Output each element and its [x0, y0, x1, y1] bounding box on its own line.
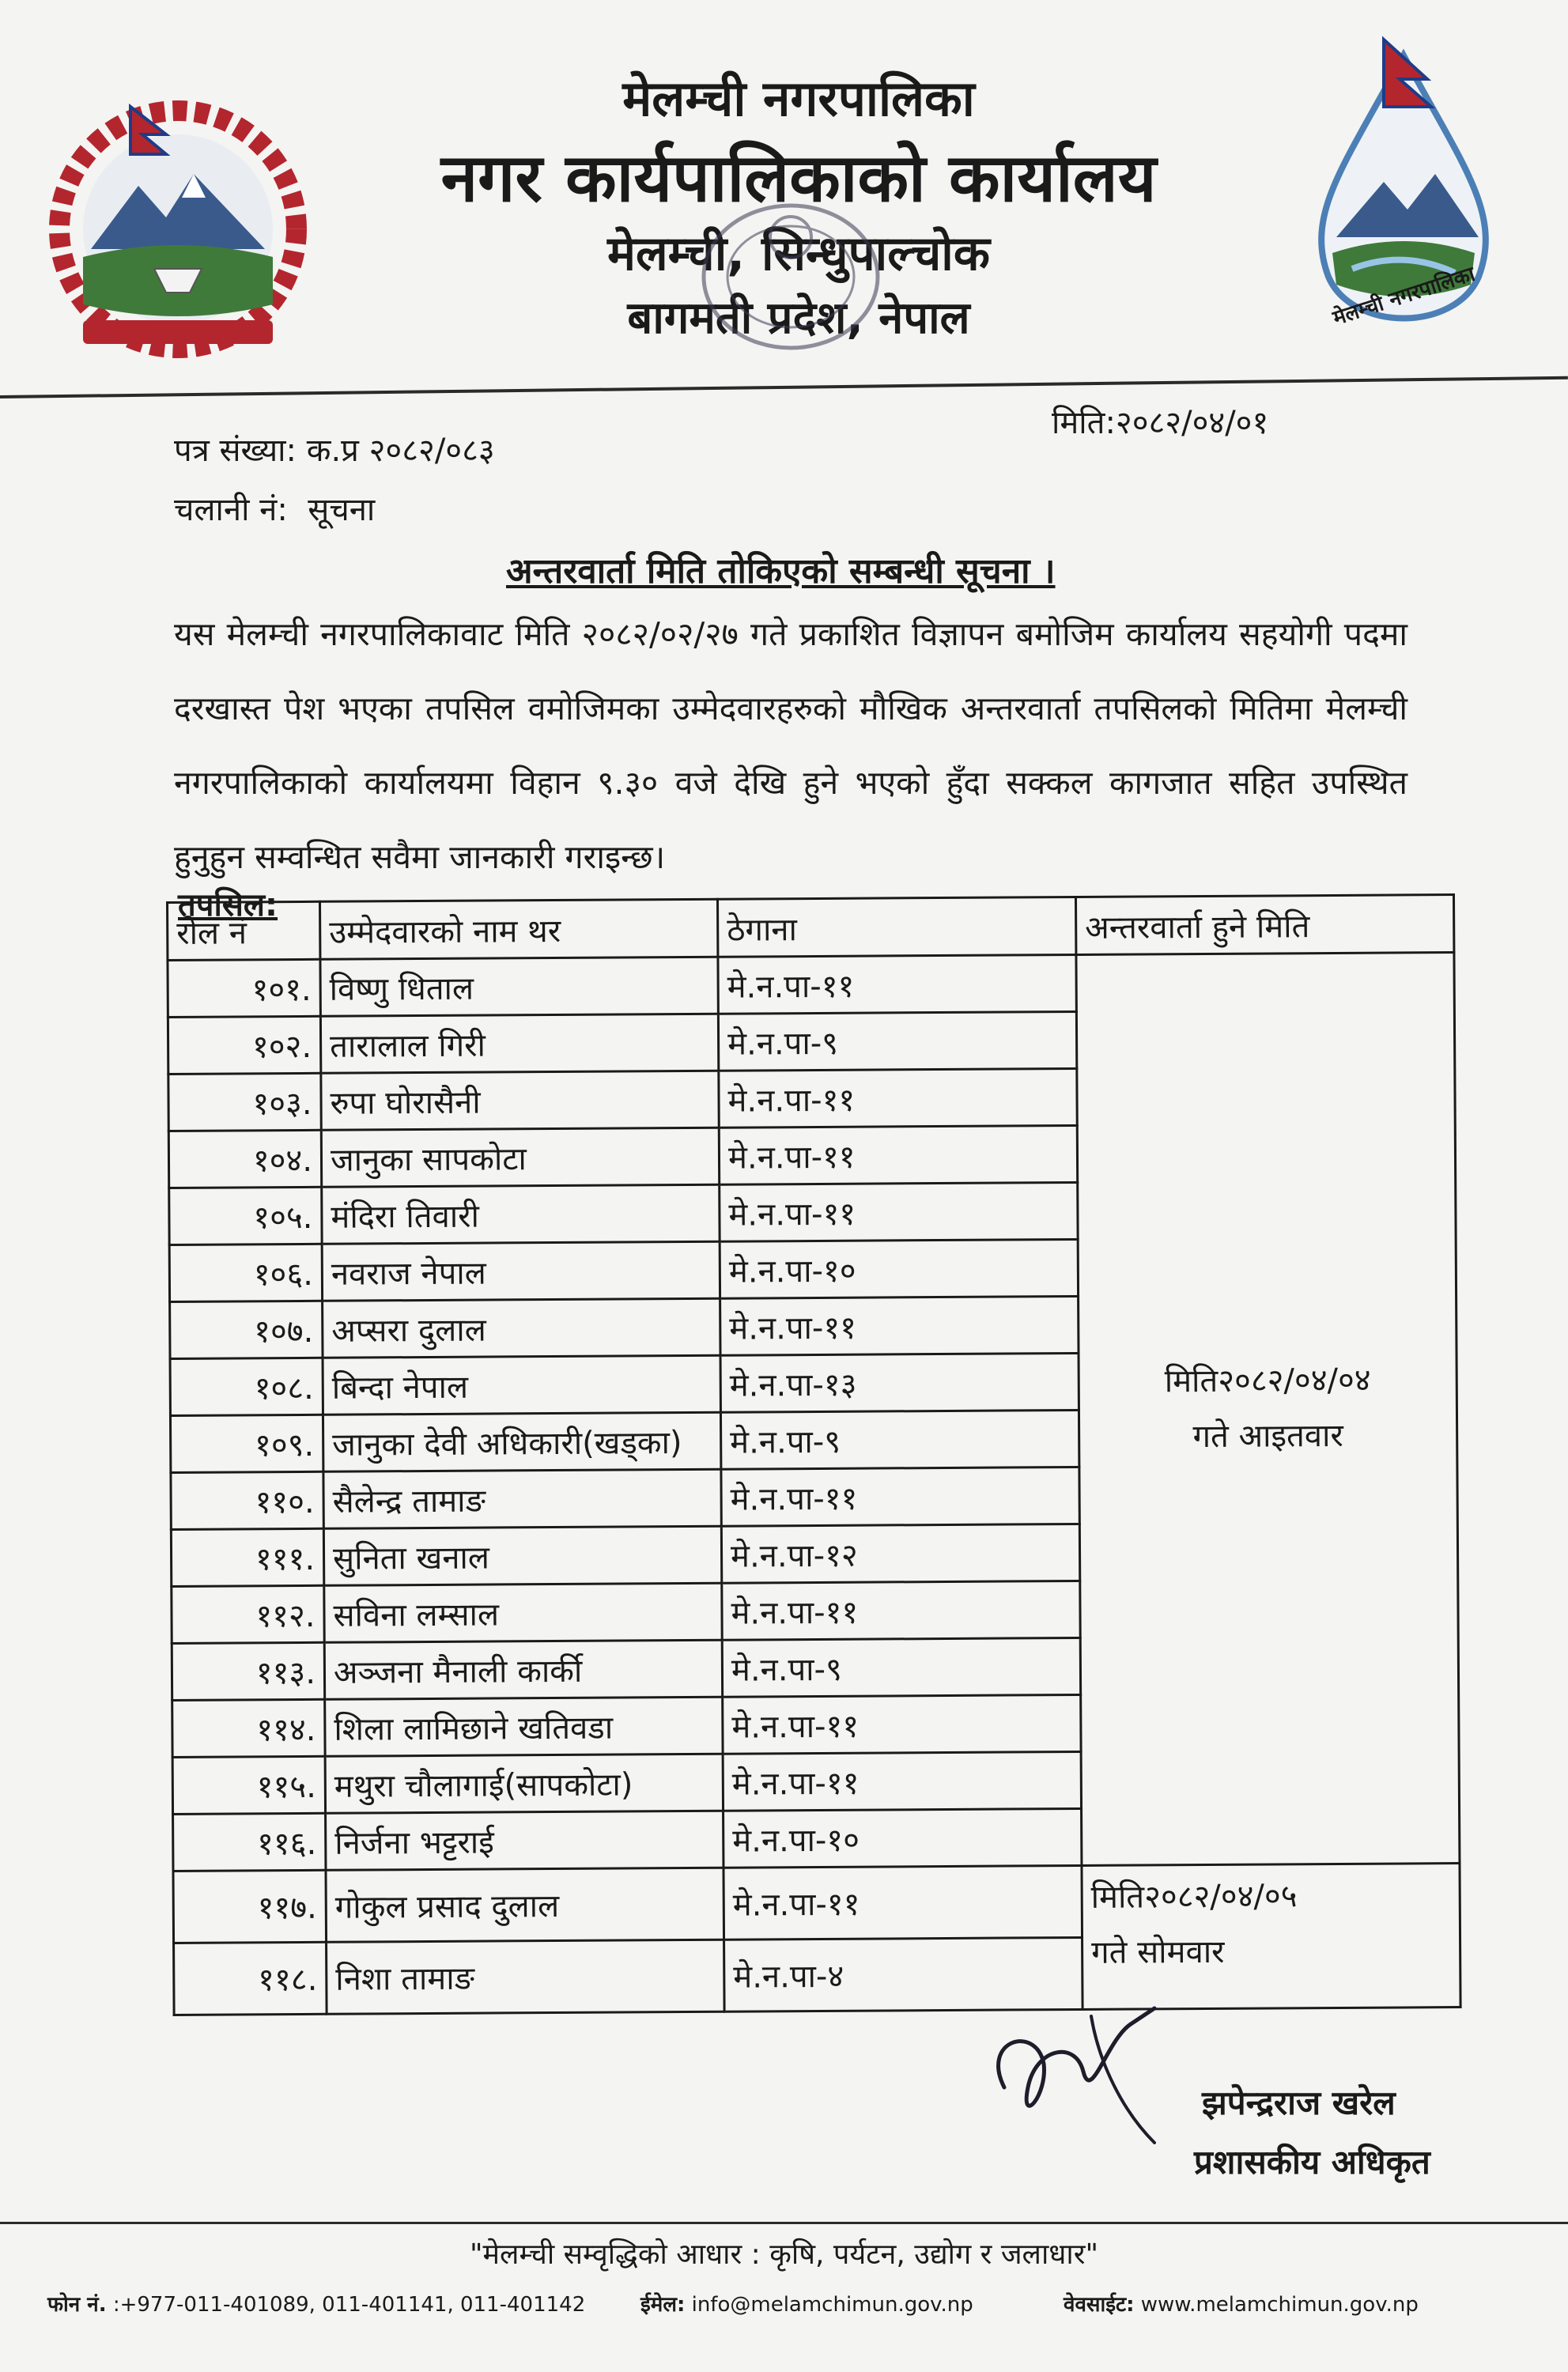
email-label: ईमेल:	[640, 2293, 686, 2317]
address-cell: मे.न.पा-११	[719, 1068, 1077, 1127]
roll-number-cell: ११४.	[172, 1699, 325, 1757]
roll-number-cell: १०५.	[169, 1187, 322, 1245]
roll-number-cell: ११५.	[172, 1756, 325, 1814]
roll-number-cell: १०३.	[168, 1073, 321, 1131]
footer-email	[640, 2289, 973, 2317]
candidate-name-cell: अञ्जना मैनाली कार्की	[324, 1640, 722, 1699]
reference-number	[174, 427, 495, 470]
roll-number-cell: १०४.	[168, 1130, 321, 1188]
signatory-title: प्रशासकीय अधिकृत	[1194, 2143, 1430, 2181]
dispatch-label: चलानी नं:	[174, 492, 288, 528]
header-roll: रोल नं	[168, 901, 320, 960]
phone-value: :+977-011-401089, 011-401141, 011-401142	[112, 2293, 586, 2317]
candidate-name-cell: तारालाल गिरी	[320, 1014, 718, 1073]
office-name: नगर कार्यपालिकाको कार्यालय	[440, 139, 1157, 217]
footer-phone	[47, 2289, 585, 2317]
roll-number-cell: ११३.	[172, 1642, 324, 1700]
header-divider	[0, 376, 1568, 398]
address-cell: मे.न.पा-१०	[724, 1808, 1082, 1868]
office-seal-stamp	[688, 190, 894, 364]
date-label: मिति:	[1052, 405, 1116, 441]
candidate-name-cell: जानुका सापकोटा	[321, 1127, 719, 1187]
candidate-name-cell: मथुरा चौलागाई(सापकोटा)	[325, 1754, 723, 1813]
roll-number-cell: १०७.	[170, 1301, 323, 1358]
nepal-emblem-icon	[36, 99, 320, 360]
candidate-name-cell: अप्सरा दुलाल	[323, 1298, 720, 1358]
address-cell: मे.न.पा-१३	[720, 1353, 1079, 1412]
candidate-name-cell: सैलेन्द्र तामाङ	[323, 1469, 721, 1528]
address-cell: मे.न.पा-११	[723, 1751, 1081, 1811]
candidate-name-cell: निशा तामाङ	[327, 1940, 725, 2014]
municipality-name: मेलम्ची नगरपालिका	[622, 70, 975, 127]
candidate-name-cell: जानुका देवी अधिकारी(खड्का)	[323, 1412, 720, 1471]
address-cell: मे.न.पा-१०	[720, 1239, 1078, 1298]
address-cell: मे.न.पा-११	[720, 1296, 1079, 1355]
interview-date-cell	[1076, 953, 1460, 1865]
address-cell: मे.न.पा-४	[724, 1937, 1083, 2011]
candidate-name-cell: शिला लामिछाने खतिवडा	[325, 1697, 723, 1756]
address-cell: मे.न.पा-१२	[721, 1524, 1079, 1583]
office-location: मेलम्ची, सिन्धुपाल्चोक	[607, 226, 990, 281]
footer-website	[1064, 2289, 1419, 2317]
address-cell: मे.न.पा-११	[721, 1467, 1079, 1526]
dispatch-number	[174, 486, 375, 530]
address-cell: मे.न.पा-९	[720, 1410, 1079, 1469]
roll-number-cell: ११०.	[171, 1471, 323, 1529]
header-address: ठेगाना	[717, 897, 1075, 957]
table-caption: तपसिल:	[178, 887, 278, 923]
address-cell: मे.न.पा-११	[722, 1581, 1080, 1640]
interview-day: गते सोमवार	[1091, 1933, 1225, 1971]
header-interview-date: अन्तरवार्ता हुने मिति	[1075, 895, 1453, 955]
website-value[interactable]: www.melamchimun.gov.np	[1140, 2293, 1419, 2317]
table-row	[173, 1863, 1460, 1943]
candidate-name-cell: नवराज नेपाल	[322, 1241, 720, 1301]
address-cell: मे.न.पा-११	[724, 1865, 1082, 1940]
email-value[interactable]: info@melamchimun.gov.np	[691, 2293, 973, 2317]
candidate-name-cell: रुपा घोरासैनी	[321, 1071, 719, 1130]
roll-number-cell: १११.	[171, 1528, 323, 1586]
roll-number-cell: ११२.	[172, 1585, 324, 1643]
date-value: २०८२/०४/०१	[1115, 405, 1269, 441]
roll-number-cell: १०१.	[168, 959, 320, 1017]
candidate-table	[166, 893, 1462, 2016]
address-cell: मे.न.पा-९	[722, 1637, 1080, 1697]
interview-date-cell	[1082, 1863, 1460, 2009]
phone-label: फोन नं.	[47, 2293, 107, 2317]
roll-number-cell: १०८.	[170, 1358, 323, 1415]
address-cell: मे.न.पा-९	[718, 1011, 1076, 1071]
candidate-name-cell: गोकुल प्रसाद दुलाल	[326, 1868, 724, 1942]
roll-number-cell: ११८.	[174, 1942, 327, 2015]
candidate-name-cell: निर्जना भट्टराई	[326, 1811, 724, 1870]
office-province: बागमती प्रदेश, नेपाल	[627, 293, 970, 344]
footer-divider	[0, 2222, 1568, 2224]
roll-number-cell: १०९.	[170, 1415, 323, 1472]
address-cell: मे.न.पा-११	[720, 1182, 1078, 1241]
footer-motto: "मेलम्ची सम्वृद्धिको आधार : कृषि, पर्यटन, उद्योग र जलाधार"	[469, 2238, 1099, 2271]
handwritten-signature	[973, 1992, 1226, 2151]
table-header-row	[168, 895, 1454, 961]
interview-date: मिति२०८२/०४/०५	[1090, 1877, 1298, 1916]
roll-number-cell: ११६.	[173, 1813, 326, 1871]
reference-label: पत्र संख्या:	[174, 432, 297, 469]
roll-number-cell: १०२.	[168, 1016, 320, 1074]
address-cell: मे.न.पा-११	[723, 1694, 1081, 1754]
letter-date	[1052, 399, 1268, 443]
notice-subject: अन्तरवार्ता मिति तोकिएको सम्बन्धी सूचना ।	[506, 551, 1056, 591]
interview-day: गते आइतवार	[1192, 1418, 1343, 1456]
candidate-name-cell: मंदिरा तिवारी	[322, 1184, 720, 1244]
candidate-name-cell: विष्णु धिताल	[320, 957, 718, 1016]
roll-number-cell: १०६.	[169, 1244, 322, 1301]
address-cell: मे.न.पा-११	[719, 1125, 1077, 1184]
dispatch-value: सूचना	[308, 492, 376, 528]
website-label: वेवसाईट:	[1064, 2293, 1135, 2317]
roll-number-cell: ११७.	[173, 1870, 327, 1943]
candidate-name-cell: सुनिता खनाल	[323, 1526, 721, 1585]
candidate-name-cell: बिन्दा नेपाल	[323, 1355, 720, 1415]
candidate-name-cell: सविना लम्साल	[324, 1583, 722, 1642]
header-name: उम्मेदवारको नाम थर	[320, 899, 718, 959]
table-row	[168, 953, 1454, 1018]
reference-value: क.प्र २०८२/०८३	[306, 432, 495, 469]
signatory-name: झपेन्द्रराज खरेल	[1202, 2083, 1396, 2122]
municipality-logo-caption: मेलम्ची नगरपालिका	[1330, 262, 1479, 331]
address-cell: मे.न.पा-११	[718, 954, 1076, 1014]
notice-body: यस मेलम्ची नगरपालिकावाट मिति २०८२/०२/२७ गते प्रकाशित विज्ञापन बमोजिम कार्यालय सहयोगी पदमा दरखास्त पेश भएका तपसिल वमोजिमका उम्मेदवारहरुको मौखिक अन्तरवार्ता तपसिलको मितिमा मेलम्ची नगरपालिकाको कार्यालयमा विहान ९.३० वजे देखि हुने भएको हुँदा सक्कल कागजात सहित उपस्थित हुनुहुन सम्वन्धित सवैमा जानकारी गराइन्छ।	[174, 615, 1407, 876]
interview-date: मिति२०८२/०४/०४	[1164, 1362, 1371, 1400]
